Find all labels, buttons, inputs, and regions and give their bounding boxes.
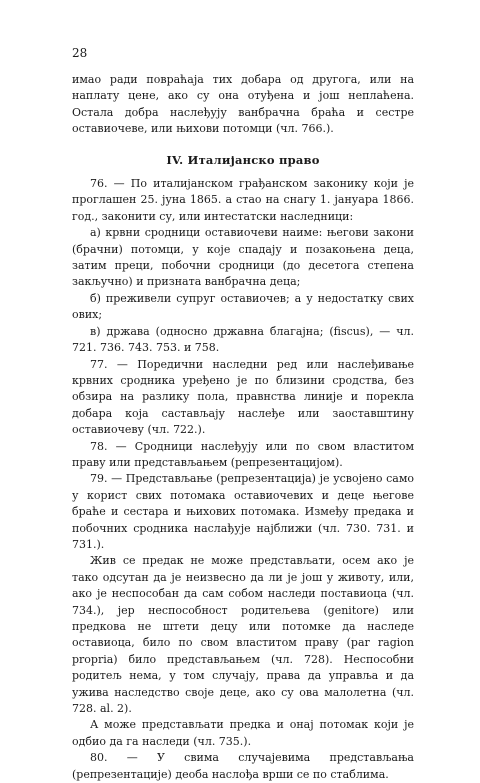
section-heading: IV. Италијанско право xyxy=(166,152,320,167)
list-item-a: а) крвни сродници оставиочеви наиме: његови закони (брачни) потомци, у које спадају и позакоњена деца, затим преци, побочни сродници (до десетога степена закључно) и призната ванбрачна деца; xyxy=(72,226,414,289)
list-item-b: б) преживели супруг оставиочев; а у недостатку свих ових; xyxy=(72,291,414,322)
paragraph-80: 80. — У свима случајевима представљања (репрезентације) деоба наслођа врши се по стаблима. xyxy=(72,751,414,781)
paragraph-78: 78. — Сродници наслеђују или по свом властитом праву или представљањем (репрезентацијом). xyxy=(72,439,414,469)
intro-paragraph: имао ради повраћаја тих добара од другога, или на наплату цене, ако су она отуђена и још неплаћена. Остала добра наслеђују ванбрачна браћа и сестре оставиочеве, или њихови потомци (чл. 766.). xyxy=(72,73,414,136)
paragraph-77: 77. — Поредични наследни ред или наслеђивање крвних сродника уређено је по близини сродства, без обзира на разлику пола, правнства линије и порекла добара која састављају наслеђе или заоставштину оставиочеву (чл. 722.). xyxy=(72,357,414,437)
paragraph-living-ancestor: Жив се предак не може представљати, осем ако је тако одсутан да је неизвесно да ли је још у животу, или, ако је неспособан да сам собом наследи поставиоца (чл. 734.), јер неспособност родитељева (genitore) или предкова не штети децу или потомке да наследе оставиоца, било по свом властитом праву (par ragion propria) било представљањем (чл. 728). Неспособни родитељ нема, у том случају, права да управља и да ужива наследство своје деце, ако су ова малолетна (чл. 728. al. 2). xyxy=(72,554,414,716)
list-item-v: в) држава (односно државна благајна; (fiscus), — чл. 721. 736. 743. 753. и 758. xyxy=(72,324,414,355)
page-body xyxy=(72,72,414,783)
page-number: 28 xyxy=(72,46,88,60)
paragraph-79: 79. — Представљање (репрезентација) је усвојено само у корист свих потомака оставиочевих и деце његове браће и сестара и њихових потомака. Између предака и побочних сродника наслађује најближи (чл. 730. 731. и 731.). xyxy=(72,472,414,551)
paragraph-descendant-refused: А може представљати предка и онај потомак који је одбио да га наследи (чл. 735.). xyxy=(72,718,414,748)
paragraph-76: 76. — По италијанском грађанском законику који је проглашен 25. јуна 1865. а стао на снагу 1. јануара 1866. год., законити су, или интестатски наследници: xyxy=(72,177,414,223)
